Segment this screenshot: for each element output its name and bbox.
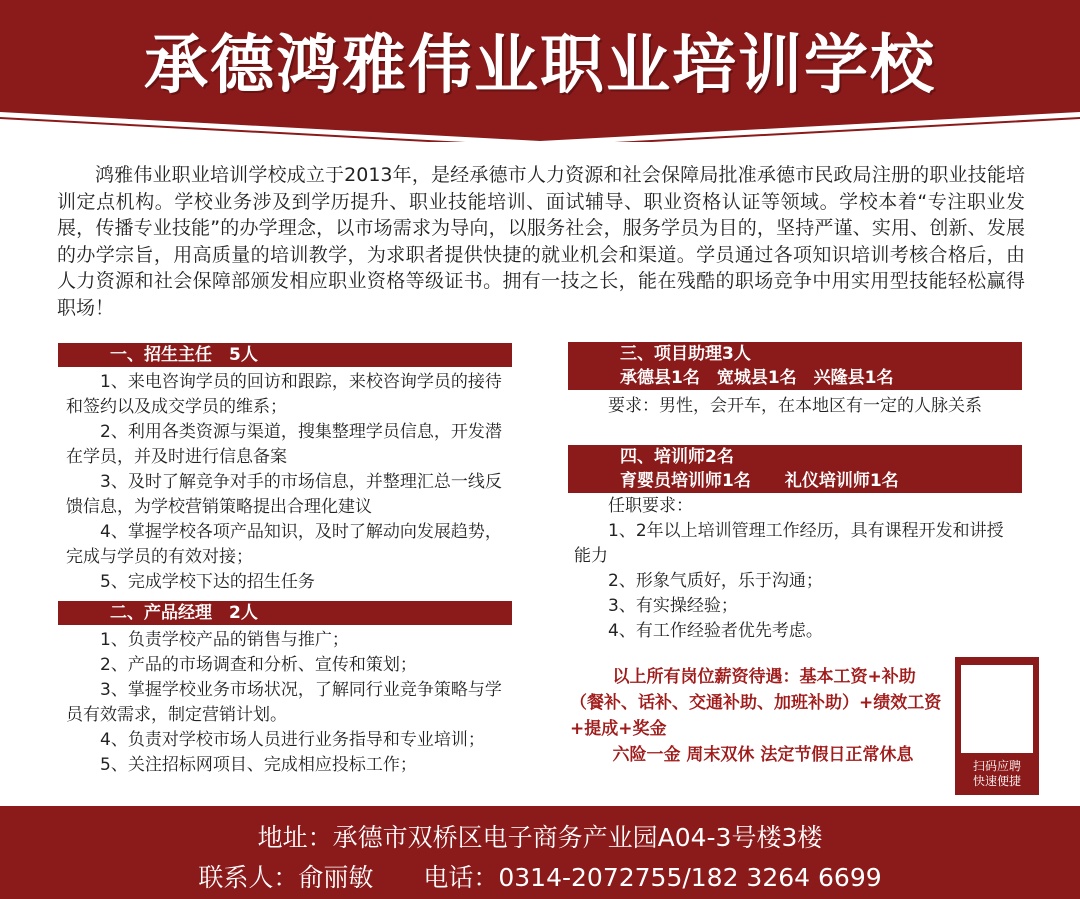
- duty-item: 4、负责对学校市场人员进行业务指导和专业培训；: [100, 730, 485, 750]
- contact-text: 联系人：俞丽敏 电话：0314-2072755/182 3264 6699: [198, 863, 882, 892]
- position-duties-list: [66, 370, 510, 595]
- header-banner: [0, 0, 1080, 142]
- position-title: 二、产品经理 2人: [110, 603, 258, 623]
- position-roles: 育婴员培训师1名 礼仪培训师1名: [620, 471, 899, 491]
- duty-item: 4、掌握学校各项产品知识，及时了解动向发展趋势，完成与学员的有效对接；: [66, 522, 502, 567]
- benefits-block: [570, 664, 946, 768]
- duty-item: 5、关注招标网项目、完成相应投标工作；: [100, 755, 417, 775]
- position-title: 三、项目助理3人: [620, 344, 751, 364]
- position-locations: 承德县1名 宽城县1名 兴隆县1名: [620, 368, 894, 388]
- salary-text: 以上所有岗位薪资待遇：基本工资+补助（餐补、话补、交通补助、加班补助）+绩效工资+提成+奖金: [570, 667, 942, 739]
- welfare-text: 六险一金 周末双休 法定节假日正常休息: [612, 745, 914, 765]
- qr-caption-line2: 快速便捷: [972, 774, 1021, 788]
- duty-item: 3、掌握学校业务市场状况，了解同行业竞争策略与学员有效需求，制定营销计划。: [66, 680, 502, 725]
- position-duties-list: [66, 628, 510, 778]
- requirement-text: 要求：男性，会开车，在本地区有一定的人脉关系: [608, 396, 982, 416]
- requirement-item: 3、有实操经验；: [608, 596, 738, 616]
- school-introduction: 鸿雅伟业职业培训学校成立于2013年，是经承德市人力资源和社会保障局批准承德市民政局注册的职业技能培训定点机构。学校业务涉及到学历提升、职业技能培训、面试辅导、职业资格认证等领域。学校本着“专注职业发展，传播专业技能”的办学理念，以市场需求为导向，以服务社会，服务学员为目的，坚持严谨、实用、创新、发展的办学宗旨，用高质量的培训教学，为求职者提供快捷的就业机会和渠道。学员通过各项知识培训考核合格后，由人力资源和社会保障部颁发相应职业资格等级证书。拥有一技之长，能在残酷的职场竞争中用实用型技能轻松赢得职场！: [57, 164, 1025, 319]
- duty-item: 3、及时了解竞争对手的市场信息，并整理汇总一线反馈信息，为学校营销策略提出合理化建议: [66, 472, 502, 517]
- duty-item: 2、利用各类资源与渠道，搜集整理学员信息，开发潜在学员，并及时进行信息备案: [66, 422, 502, 467]
- footer-contact-bar: [0, 806, 1080, 899]
- requirement-label: 任职要求：: [608, 496, 693, 516]
- duty-item: 1、来电咨询学员的回访和跟踪，来校咨询学员的接待和签约以及成交学员的维系；: [66, 372, 502, 417]
- position-header-trainer: [568, 445, 1022, 493]
- position-requirements: [574, 394, 1020, 419]
- school-title: 承德鸿雅伟业职业培训学校: [144, 29, 936, 103]
- duty-item: 2、产品的市场调查和分析、宣传和策划；: [100, 655, 417, 675]
- position-header-project-assistant: [568, 342, 1022, 390]
- requirement-item: 2、形象气质好，乐于沟通；: [608, 571, 823, 591]
- position-requirements: [574, 494, 1020, 644]
- position-header-product-manager: [58, 601, 512, 625]
- qr-caption-line1: 扫码应聘: [972, 759, 1021, 773]
- position-title: 一、招生主任 5人: [110, 345, 258, 365]
- qr-code-panel[interactable]: [955, 657, 1039, 795]
- position-title: 四、培训师2名: [620, 447, 734, 467]
- position-header-recruitment-director: [58, 343, 512, 367]
- qr-code-placeholder[interactable]: [961, 665, 1033, 753]
- address-text: 地址：承德市双桥区电子商务产业园A04-3号楼3楼: [257, 823, 823, 852]
- duty-item: 5、完成学校下达的招生任务: [100, 572, 315, 592]
- requirement-item: 4、有工作经验者优先考虑。: [608, 621, 823, 641]
- duty-item: 1、负责学校产品的销售与推广；: [100, 630, 349, 650]
- requirement-item: 1、2年以上培训管理工作经历，具有课程开发和讲授能力: [574, 521, 1004, 566]
